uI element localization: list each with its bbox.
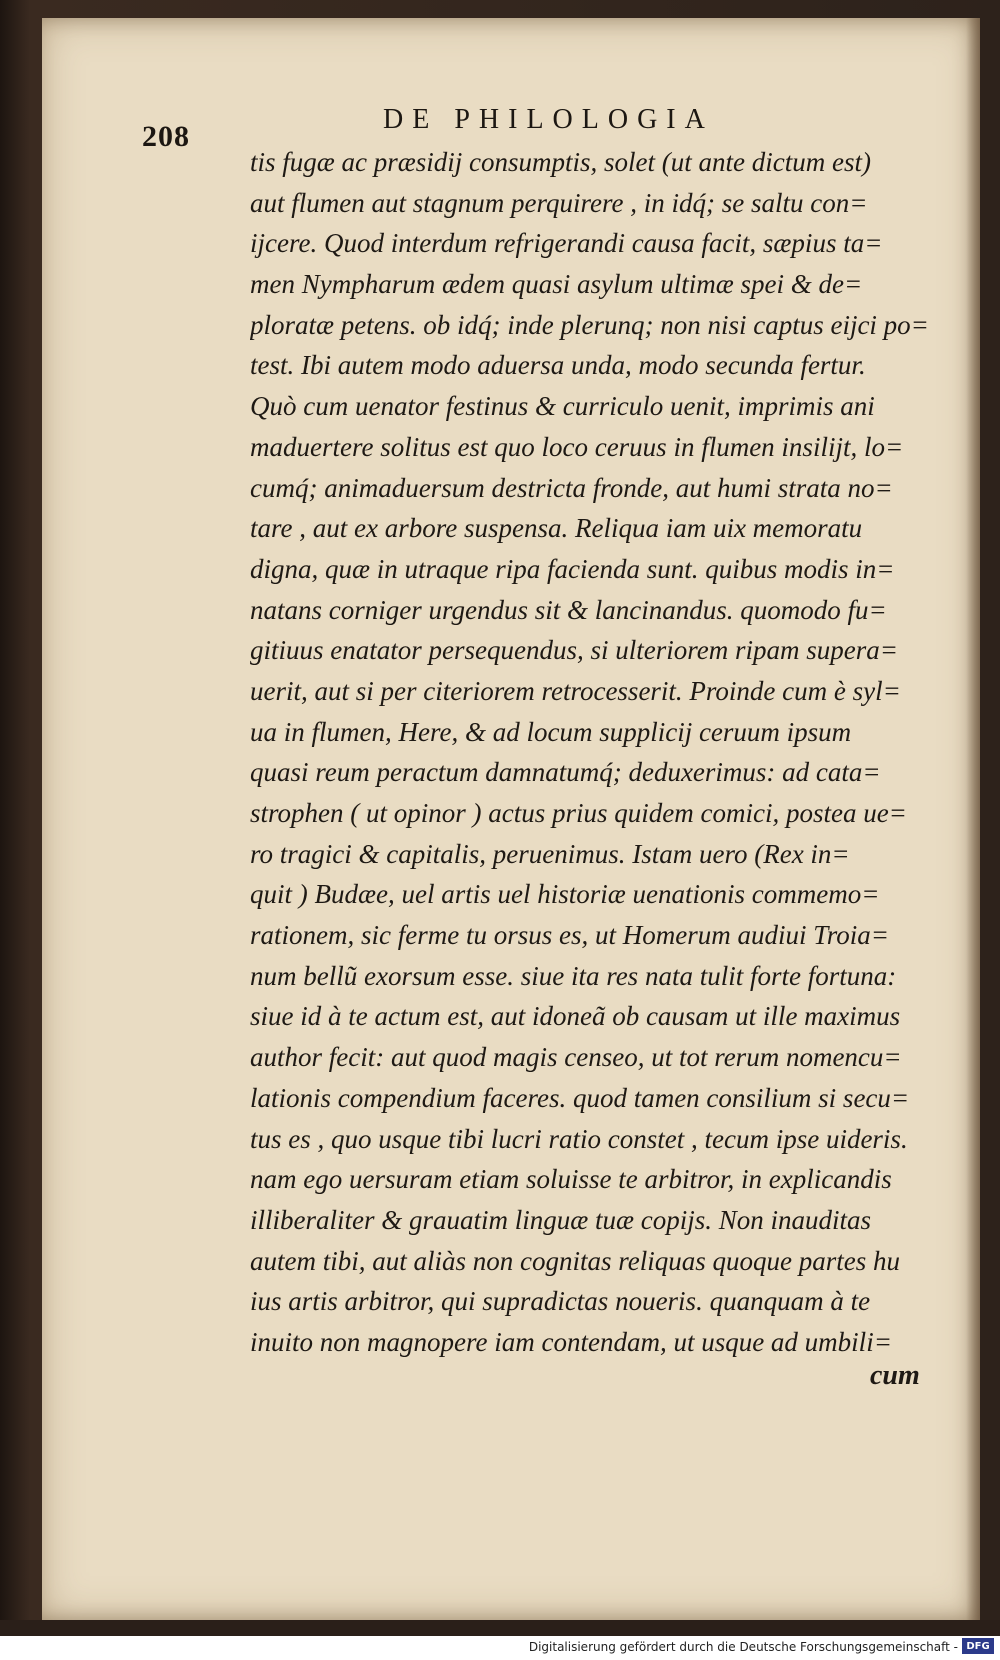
text-line: tare , aut ex arbore suspensa. Reliqua iam uix memoratu	[250, 513, 863, 544]
page-number: 208	[142, 120, 190, 153]
text-line: ploratæ petens. ob idq́; inde plerunq; non nisi captus eijci po=	[250, 309, 929, 340]
text-line: cumq́; animaduersum destricta fronde, aut humi strata no=	[250, 472, 893, 503]
text-line: inuito non magnopere iam contendam, ut usque ad umbili=	[250, 1326, 892, 1357]
text-line: quasi reum peractum damnatumq́; deduxerimus: ad cata=	[250, 757, 881, 788]
catchword: cum	[870, 1360, 920, 1391]
text-line: ua in flumen, Here, & ad locum supplicij ceruum ipsum	[250, 716, 852, 747]
page-edge-shadow	[966, 18, 980, 1620]
text-line: autem tibi, aut aliàs non cognitas reliquas quoque partes hu	[250, 1245, 900, 1276]
text-line: ijcere. Quod interdum refrigerandi causa facit, sæpius ta=	[250, 228, 883, 259]
text-line: nam ego uersuram etiam soluisse te arbitror, in explicandis	[250, 1164, 892, 1195]
text-line: quit ) Budæe, uel artis uel historiæ uenationis commemo=	[250, 879, 880, 910]
scan-footer	[0, 1620, 1000, 1660]
text-line: uerit, aut si per citeriorem retrocesserit. Proinde cum è syl=	[250, 675, 901, 706]
text-line: lationis compendium faceres. quod tamen consilium si secu=	[250, 1082, 910, 1113]
text-line: men Nympharum ædem quasi asylum ultimæ spei & de=	[250, 269, 863, 300]
text-line: tis fugæ ac præsidij consumptis, solet (ut ante dictum est)	[250, 147, 871, 177]
text-line: natans corniger urgendus sit & lancinandus. quomodo fu=	[250, 594, 887, 625]
text-line: Quò cum uenator festinus & curriculo uenit, imprimis ani	[250, 391, 875, 422]
text-line: rationem, sic ferme tu orsus es, ut Homerum audiui Troia=	[250, 920, 889, 951]
text-line: ius artis arbitror, qui supradictas noueris. quanquam à te	[250, 1286, 871, 1317]
digitization-credit: Digitalisierung gefördert durch die Deutsche Forschungsgemeinschaft -	[528, 1640, 958, 1654]
scan-bottom-edge	[0, 1620, 1000, 1636]
dfg-logo: DFG	[962, 1638, 994, 1654]
text-line: strophen ( ut opinor ) actus prius quidem comici, postea ue=	[250, 798, 907, 828]
text-line: digna, quæ in utraque ripa facienda sunt. quibus modis in=	[250, 553, 895, 584]
text-line: tus es , quo usque tibi lucri ratio constet , tecum ipse uideris.	[250, 1123, 908, 1154]
text-line: num bellũ exorsum esse. siue ita res nata tulit forte fortuna:	[250, 960, 897, 991]
body-text	[250, 142, 940, 1363]
text-line: ro tragici & capitalis, peruenimus. Istam uero (Rex in=	[250, 838, 850, 869]
text-line: illiberaliter & grauatim linguæ tuæ copijs. Non inauditas	[250, 1204, 872, 1235]
running-title: DE PHILOLOGIA	[383, 104, 714, 135]
text-line: test. Ibi autem modo aduersa unda, modo secunda fertur.	[250, 350, 866, 381]
text-line: maduertere solitus est quo loco ceruus in flumen insilijt, lo=	[250, 431, 904, 462]
text-line: siue id à te actum est, aut idoneã ob causam ut ille maximus	[250, 1001, 901, 1032]
text-line: aut flumen aut stagnum perquirere , in idq́; se saltu con=	[250, 187, 868, 218]
text-line: author fecit: aut quod magis censeo, ut tot rerum nomencu=	[250, 1042, 902, 1073]
text-line: gitiuus enatator persequendus, si ulteriorem ripam supera=	[250, 635, 898, 666]
